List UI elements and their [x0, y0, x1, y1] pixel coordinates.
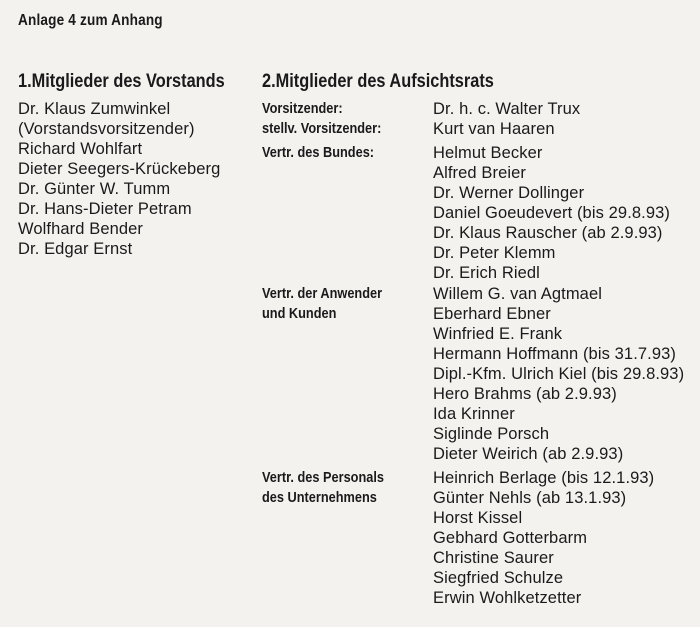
supervisory-member: Gebhard Gotterbarm — [433, 529, 588, 547]
supervisory-member: Alfred Breier — [433, 164, 527, 182]
group-label-line: Vertr. des Personals — [262, 470, 385, 486]
supervisory-member: Hero Brahms (ab 2.9.93) — [433, 385, 617, 403]
group-label-staff-reps — [262, 468, 384, 508]
group-label-line: des Unternehmens — [262, 490, 377, 506]
group-label-chair — [262, 99, 343, 119]
board-member: Dr. Edgar Ernst — [18, 240, 133, 258]
supervisory-member: Heinrich Berlage (bis 12.1.93) — [433, 469, 655, 487]
supervisory-member: Dr. h. c. Walter Trux — [433, 100, 581, 118]
group-label-line: Vertr. des Bundes: — [262, 145, 375, 161]
federal-reps-names — [433, 143, 670, 283]
supervisory-member: Helmut Becker — [433, 144, 543, 162]
supervisory-member: Christine Saurer — [433, 549, 554, 567]
supervisory-member: Siegfried Schulze — [433, 569, 564, 587]
annex-title: Anlage 4 zum Anhang — [18, 12, 163, 29]
group-label-line: Vertr. der Anwender — [262, 286, 383, 302]
supervisory-member: Dr. Erich Riedl — [433, 264, 540, 282]
supervisory-member: Günter Nehls (ab 13.1.93) — [433, 489, 627, 507]
board-member: Wolfhard Bender — [18, 220, 144, 238]
chair-names — [433, 99, 580, 119]
group-label-deputy-chair — [262, 119, 381, 139]
supervisory-member: Dr. Werner Dollinger — [433, 184, 585, 202]
supervisory-member: Siglinde Porsch — [433, 425, 550, 443]
supervisory-member: Horst Kissel — [433, 509, 523, 527]
group-label-line: Vorsitzender: — [262, 101, 343, 117]
board-heading: 1.Mitglieder des Vorstands — [18, 71, 225, 92]
supervisory-member: Winfried E. Frank — [433, 325, 563, 343]
board-member: Richard Wohlfart — [18, 140, 143, 158]
board-member-list — [18, 99, 220, 259]
supervisory-member: Erwin Wohlketzetter — [433, 589, 582, 607]
supervisory-member: Ida Krinner — [433, 405, 515, 423]
supervisory-member: Dieter Weirich (ab 2.9.93) — [433, 445, 624, 463]
board-member: (Vorstandsvorsitzender) — [18, 120, 195, 138]
staff-reps-names — [433, 468, 654, 608]
group-label-user-reps — [262, 284, 382, 324]
supervisory-member: Dipl.-Kfm. Ulrich Kiel (bis 29.8.93) — [433, 365, 685, 383]
supervisory-member: Daniel Goeudevert (bis 29.8.93) — [433, 204, 670, 222]
supervisory-member: Dr. Peter Klemm — [433, 244, 556, 262]
supervisory-member: Kurt van Haaren — [433, 120, 555, 138]
board-member: Dr. Hans-Dieter Petram — [18, 200, 192, 218]
group-label-line: stellv. Vorsitzender: — [262, 121, 382, 137]
supervisory-member: Willem G. van Agtmael — [433, 285, 602, 303]
board-member: Dieter Seegers-Krückeberg — [18, 160, 221, 178]
deputy-chair-names — [433, 119, 555, 139]
user-reps-names — [433, 284, 684, 464]
group-label-federal-reps — [262, 143, 374, 163]
supervisory-member: Hermann Hoffmann (bis 31.7.93) — [433, 345, 676, 363]
supervisory-heading: 2.Mitglieder des Aufsichtsrats — [262, 71, 494, 92]
supervisory-member: Eberhard Ebner — [433, 305, 551, 323]
board-member: Dr. Günter W. Tumm — [18, 180, 171, 198]
group-label-line: und Kunden — [262, 306, 337, 322]
supervisory-member: Dr. Klaus Rauscher (ab 2.9.93) — [433, 224, 663, 242]
board-member: Dr. Klaus Zumwinkel — [18, 100, 171, 118]
